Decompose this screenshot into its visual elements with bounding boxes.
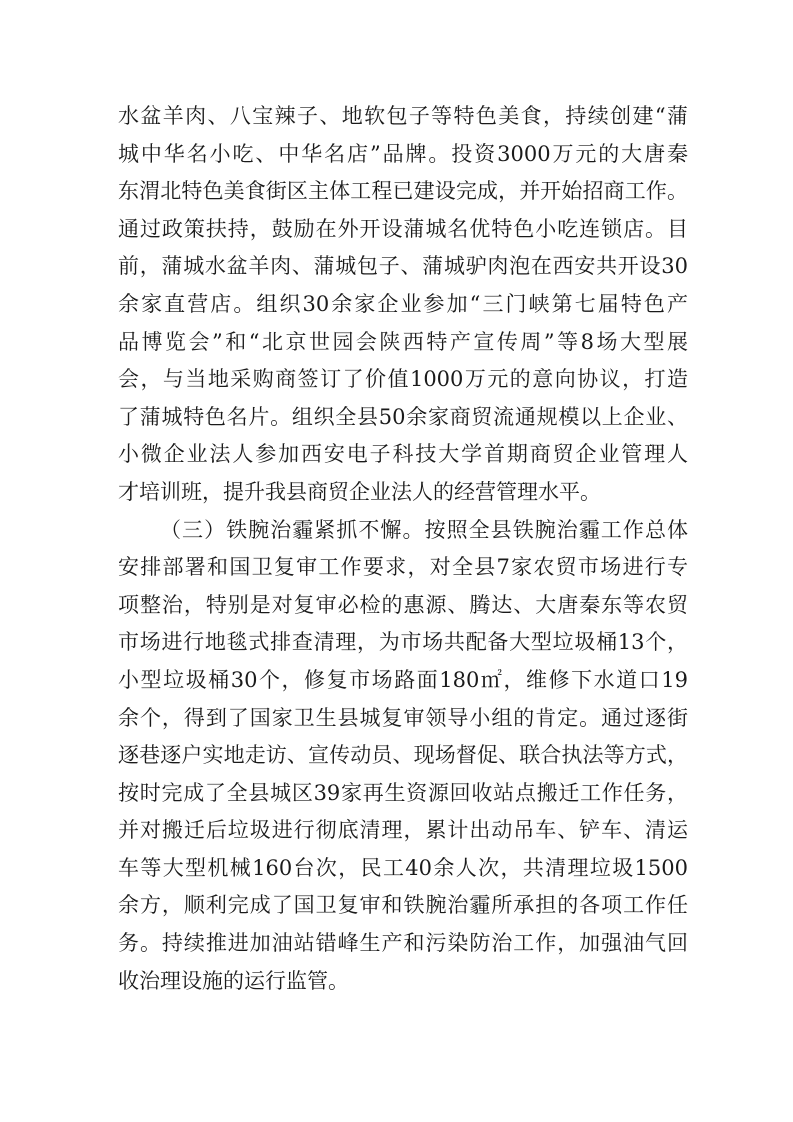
text-line: 品博览会”和“北京世园会陕西特产宣传周”等8场大型展 [118,329,688,354]
text-line: 前，蒲城水盆羊肉、蒲城包子、蒲城驴肉泡在西安共开设30 [118,254,688,279]
text-line: 按时完成了全县城区39家再生资源回收站点搬迁工作任务， [118,780,688,805]
text-line: 水盆羊肉、八宝辣子、地软包子等特色美食，持续创建“蒲 [118,104,688,128]
text-line: 逐巷逐户实地走访、宣传动员、现场督促、联合执法等方式， [118,743,688,768]
text-line: 会，与当地采购商签订了价值1000万元的意向协议，打造 [118,367,688,392]
text-line: 了蒲城特色名片。组织全县50余家商贸流通规模以上企业、 [118,404,688,429]
text-line: 并对搬迁后垃圾进行彻底清理，累计出动吊车、铲车、清运 [118,818,688,843]
text-line: 东渭北特色美食街区主体工程已建设完成，并开始招商工作。 [118,179,688,204]
text-line: 城中华名小吃、中华名店”品牌。投资3000万元的大唐秦 [118,141,688,166]
text-line: 市场进行地毯式排查清理，为市场共配备大型垃圾桶13个， [118,630,688,655]
text-line: 小型垃圾桶30个，修复市场路面180㎡，维修下水道口19 [118,667,688,692]
text-line: 项整治，特别是对复审必检的惠源、腾达、大唐秦东等农贸 [118,592,688,617]
text-line: 余家直营店。组织30余家企业参加“三门峡第七届特色产 [118,291,688,316]
text-line: 余个，得到了国家卫生县城复审领导小组的肯定。通过逐街 [118,705,688,730]
paragraph-end-line: 收治理设施的运行监管。 [118,968,349,993]
text-line: 安排部署和国卫复审工作要求，对全县7家农贸市场进行专 [118,555,688,580]
section-heading-line: （三）铁腕治霾紧抓不懈。按照全县铁腕治霾工作总体 [160,517,688,542]
document-body [118,98,688,1000]
text-line: 务。持续推进加油站错峰生产和污染防治工作，加强油气回 [118,931,688,956]
text-line: 通过政策扶持，鼓励在外开设蒲城名优特色小吃连锁店。目 [118,216,688,241]
text-line: 小微企业法人参加西安电子科技大学首期商贸企业管理人 [118,442,688,467]
paragraph-end-line: 才培训班，提升我县商贸企业法人的经营管理水平。 [118,479,601,504]
text-line: 余方，顺利完成了国卫复审和铁腕治霾所承担的各项工作任 [118,893,688,918]
text-line: 车等大型机械160台次，民工40余人次，共清理垃圾1500 [118,855,688,880]
